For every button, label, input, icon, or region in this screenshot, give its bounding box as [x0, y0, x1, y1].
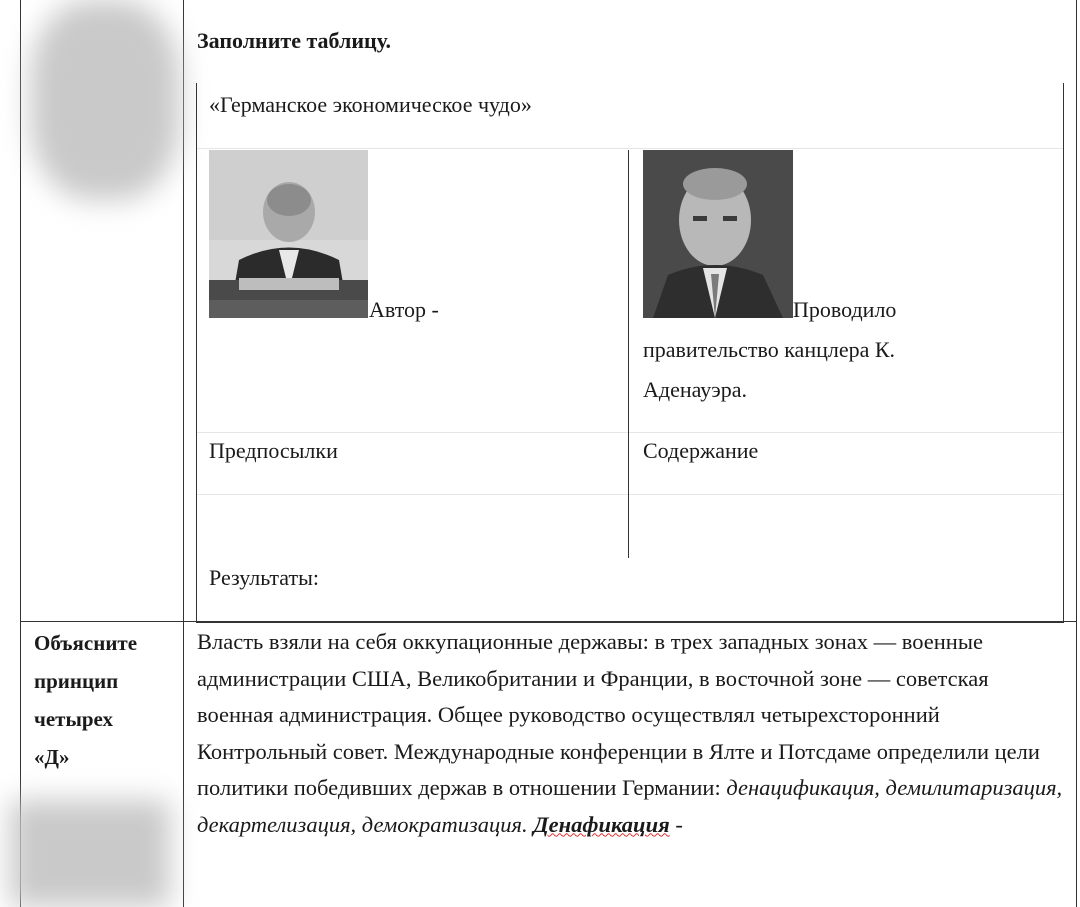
- task-title: Заполните таблицу.: [197, 28, 391, 53]
- table-topic: «Германское экономическое чудо»: [209, 92, 532, 117]
- table-left-border: [20, 0, 21, 907]
- question-line: принцип: [34, 669, 119, 693]
- table-column-divider: [183, 0, 184, 907]
- redacted-area-top: [30, 0, 180, 200]
- inner-row-line: [197, 494, 1063, 495]
- government-text-line3: Аденауэра.: [643, 377, 747, 402]
- prerequisites-label: Предпосылки: [209, 438, 338, 463]
- portrait-photo-adenauer: [643, 150, 793, 318]
- redacted-area-bottom: [10, 800, 170, 907]
- government-text-line2: правительство канцлера К.: [643, 337, 896, 362]
- author-label: Автор -: [369, 297, 439, 322]
- inner-column-divider: [628, 150, 629, 558]
- answer-term: Денафикация: [533, 811, 670, 837]
- question-line: «Д»: [34, 745, 70, 769]
- portrait-photo-author: [209, 150, 368, 318]
- question-line: четырех: [34, 707, 113, 731]
- table-right-border: [1076, 0, 1077, 907]
- question-line: Объясните: [34, 631, 138, 655]
- results-label: Результаты:: [209, 565, 319, 590]
- answer-italic-text: денацификация, демилитаризация, декартелизация, демократизация.: [197, 775, 1063, 837]
- content-label: Содержание: [643, 438, 759, 463]
- government-text-line1: Проводило: [793, 297, 897, 322]
- answer-term-tail: -: [669, 811, 683, 837]
- question-cell: [34, 624, 174, 776]
- inner-row-line: [197, 148, 1063, 149]
- answer-text: Власть взяли на себя оккупационные державы: в трех западных зонах — военные администрации США, Великобритании и Франции, в восточной зоне — советская военная администрация. Общее руководство осуществлял четырехсторонний Контрольный совет. Международные конференции в Ялте и Потсдаме определили цели политики победивших держав в отношении Германии:: [197, 629, 1040, 800]
- answer-paragraph: [197, 624, 1063, 843]
